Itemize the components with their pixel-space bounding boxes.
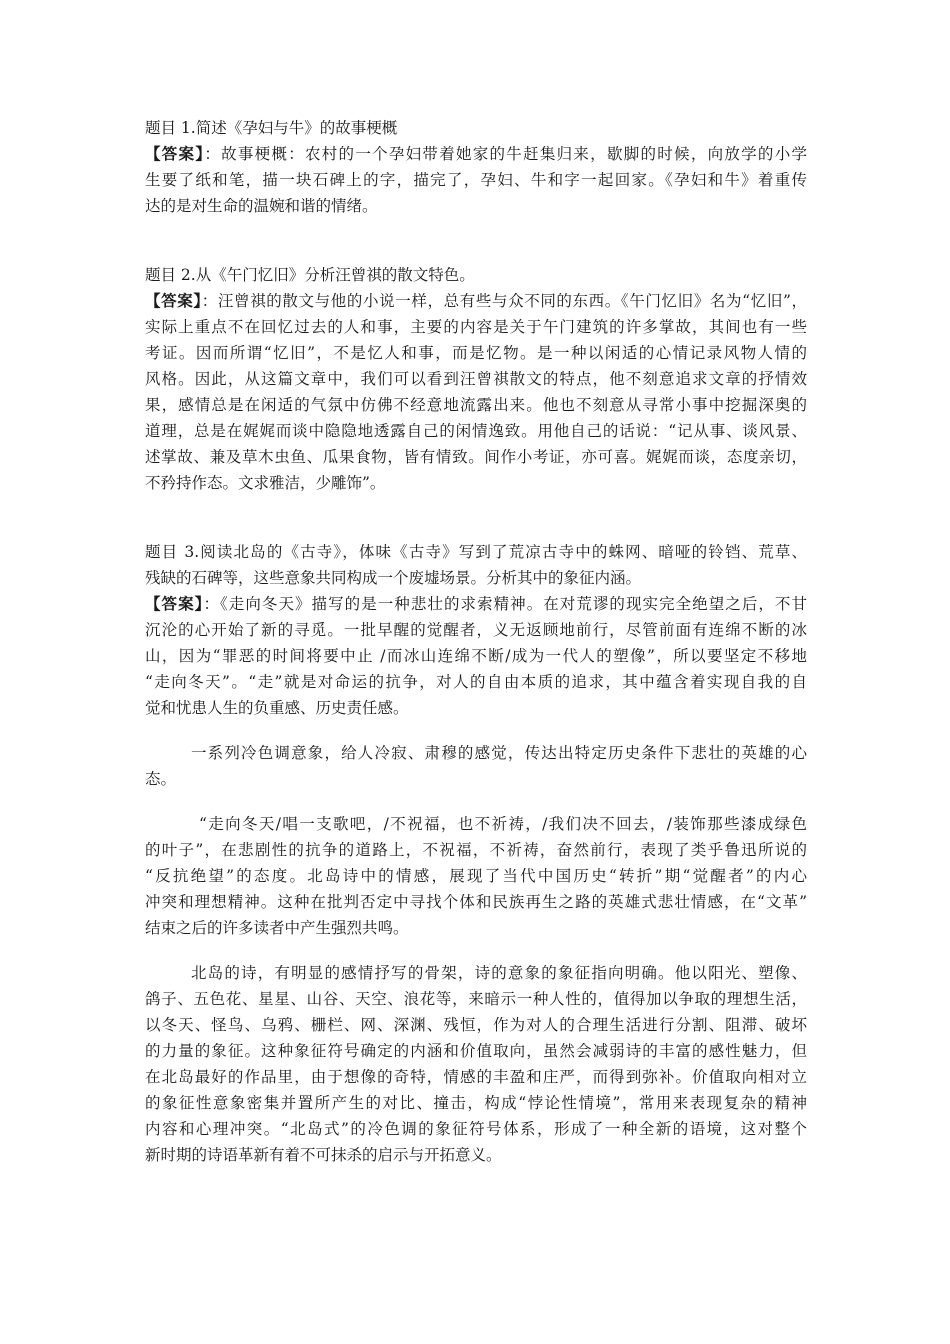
question-1 <box>145 115 807 219</box>
answer-line: 果，感情总是在闲适的气氛中仿佛不经意地流露出来。他也不刻意从寻常小事中挖掘深奥的 <box>145 396 807 414</box>
paragraph-line: 新时期的诗语革新有着不可抹杀的启示与开拓意义。 <box>145 1146 502 1164</box>
question-title: 残缺的石碑等，这些意象共同构成一个废墟场景。分析其中的象征内涵。 <box>145 569 642 587</box>
question-title: 题目 1.简述《孕妇与牛》的故事梗概 <box>145 119 398 137</box>
paragraph-3 <box>145 960 807 1168</box>
answer-line: 【答案】：汪曾祺的散文与他的小说一样，总有些与众不同的东西。《午门忆旧》名为“忆旧”， <box>145 291 807 310</box>
paragraph-line: 北岛的诗，有明显的感情抒写的骨架，诗的意象的象征指向明确。他以阳光、塑像、 <box>191 964 807 982</box>
answer-line: 不矜持作态。文求雅洁，少雕饰”。 <box>145 474 386 492</box>
answer-line: 【答案】：故事梗概：农村的一个孕妇带着她家的牛赶集归来，歇脚的时候，向放学的小学 <box>145 144 807 163</box>
paragraph-line: “走向冬天/唱一支歌吧，/不祝福，也不祈祷，/我们决不回去，/装饰那些漆成绿色 <box>199 815 807 833</box>
answer-line: 考证。因而所谓“忆旧”，不是忆人和事，而是忆物。是一种以闲适的心情记录风物人情的 <box>145 344 807 362</box>
answer-line: 述掌故、兼及草木虫鱼、瓜果食物，皆有情致。间作小考证，亦可喜。娓娓而谈，态度亲切， <box>145 448 807 466</box>
question-2 <box>145 262 807 496</box>
answer-line: 达的是对生命的温婉和谐的情绪。 <box>145 197 378 215</box>
paragraph-line: 以冬天、怪鸟、乌鸦、栅栏、网、深渊、残恒，作为对人的合理生活进行分割、阻滞、破坏 <box>145 1016 807 1034</box>
paragraph-line: 在北岛最好的作品里，由于想像的奇特，情感的丰盈和庄严，而得到弥补。价值取向相对立 <box>145 1068 807 1086</box>
answer-label: 【答案】 <box>145 594 204 613</box>
paragraph-line: 的叶子”，在悲剧性的抗争的道路上，不祝福，不祈祷，奋然前行，表现了类乎鲁迅所说的 <box>145 841 807 859</box>
answer-line: 实际上重点不在回忆过去的人和事，主要的内容是关于午门建筑的许多掌故，其间也有一些 <box>145 318 807 336</box>
question-3 <box>145 539 807 721</box>
answer-line: 【答案】：《走向冬天》描写的是一种悲壮的求索精神。在对荒谬的现实完全绝望之后，不甘 <box>145 594 807 613</box>
answer-line: 生要了纸和笔，描一块石碑上的字，描完了，孕妇、牛和字一起回家。《孕妇和牛》着重传 <box>145 171 807 189</box>
paragraph-line: 的象征性意象密集并置所产生的对比、撞击，构成“悖论性情境”，常用来表现复杂的精神 <box>145 1094 807 1112</box>
paragraph-line: 冲突和理想精神。这种在批判否定中寻找个体和民族再生之路的英雄式悲壮情感，在“文革” <box>145 893 807 911</box>
answer-line: 山，因为“罪恶的时间将要中止 /而冰山连绵不断/成为一代人的塑像”，所以要坚定不移地 <box>145 647 807 665</box>
paragraph-line: 鸽子、五色花、星星、山谷、天空、浪花等，来暗示一种人性的，值得加以争取的理想生活， <box>145 990 807 1008</box>
paragraph-line: 的力量的象征。这种象征符号确定的内涵和价值取向，虽然会减弱诗的丰富的感性魅力，但 <box>145 1042 807 1060</box>
answer-line: 道理，总是在娓娓而谈中隐隐地透露自己的闲情逸致。用他自己的话说：“记从事、谈风景、 <box>145 422 807 440</box>
answer-line: 觉和忧患人生的负重感、历史责任感。 <box>145 699 409 717</box>
answer-label: 【答案】 <box>145 291 202 310</box>
question-title: 题目 2.从《午门忆旧》分析汪曾祺的散文特色。 <box>145 266 475 284</box>
answer-line: 风格。因此，从这篇文章中，我们可以看到汪曾祺散文的特点，他不刻意追求文章的抒情效 <box>145 370 807 388</box>
paragraph-1 <box>145 740 807 792</box>
answer-line: 沉沦的心开始了新的寻觅。一批早醒的觉醒者，义无返顾地前行，尽管前面有连绵不断的冰 <box>145 621 807 639</box>
paragraph-2 <box>145 811 807 941</box>
paragraph-line: 一系列冷色调意象，给人冷寂、肃穆的感觉，传达出特定历史条件下悲壮的英雄的心 <box>191 744 807 762</box>
answer-line: “走向冬天”。“走”就是对命运的抗争，对人的自由本质的追求，其中蕴含着实现自我的自 <box>145 673 807 691</box>
paragraph-line: 内容和心理冲突。“北岛式”的冷色调的象征符号体系，形成了一种全新的语境，这对整个 <box>145 1120 807 1138</box>
question-title: 题目 3.阅读北岛的《古寺》，体味《古寺》写到了荒凉古寺中的蛛网、暗哑的铃铛、荒草、 <box>145 543 807 561</box>
paragraph-line: 态。 <box>145 770 177 788</box>
paragraph-line: “反抗绝望”的态度。北岛诗中的情感，展现了当代中国历史“转折”期“觉醒者”的内心 <box>145 867 807 885</box>
answer-label: 【答案】 <box>145 144 205 163</box>
paragraph-line: 结束之后的许多读者中产生强烈共鸣。 <box>145 919 409 937</box>
